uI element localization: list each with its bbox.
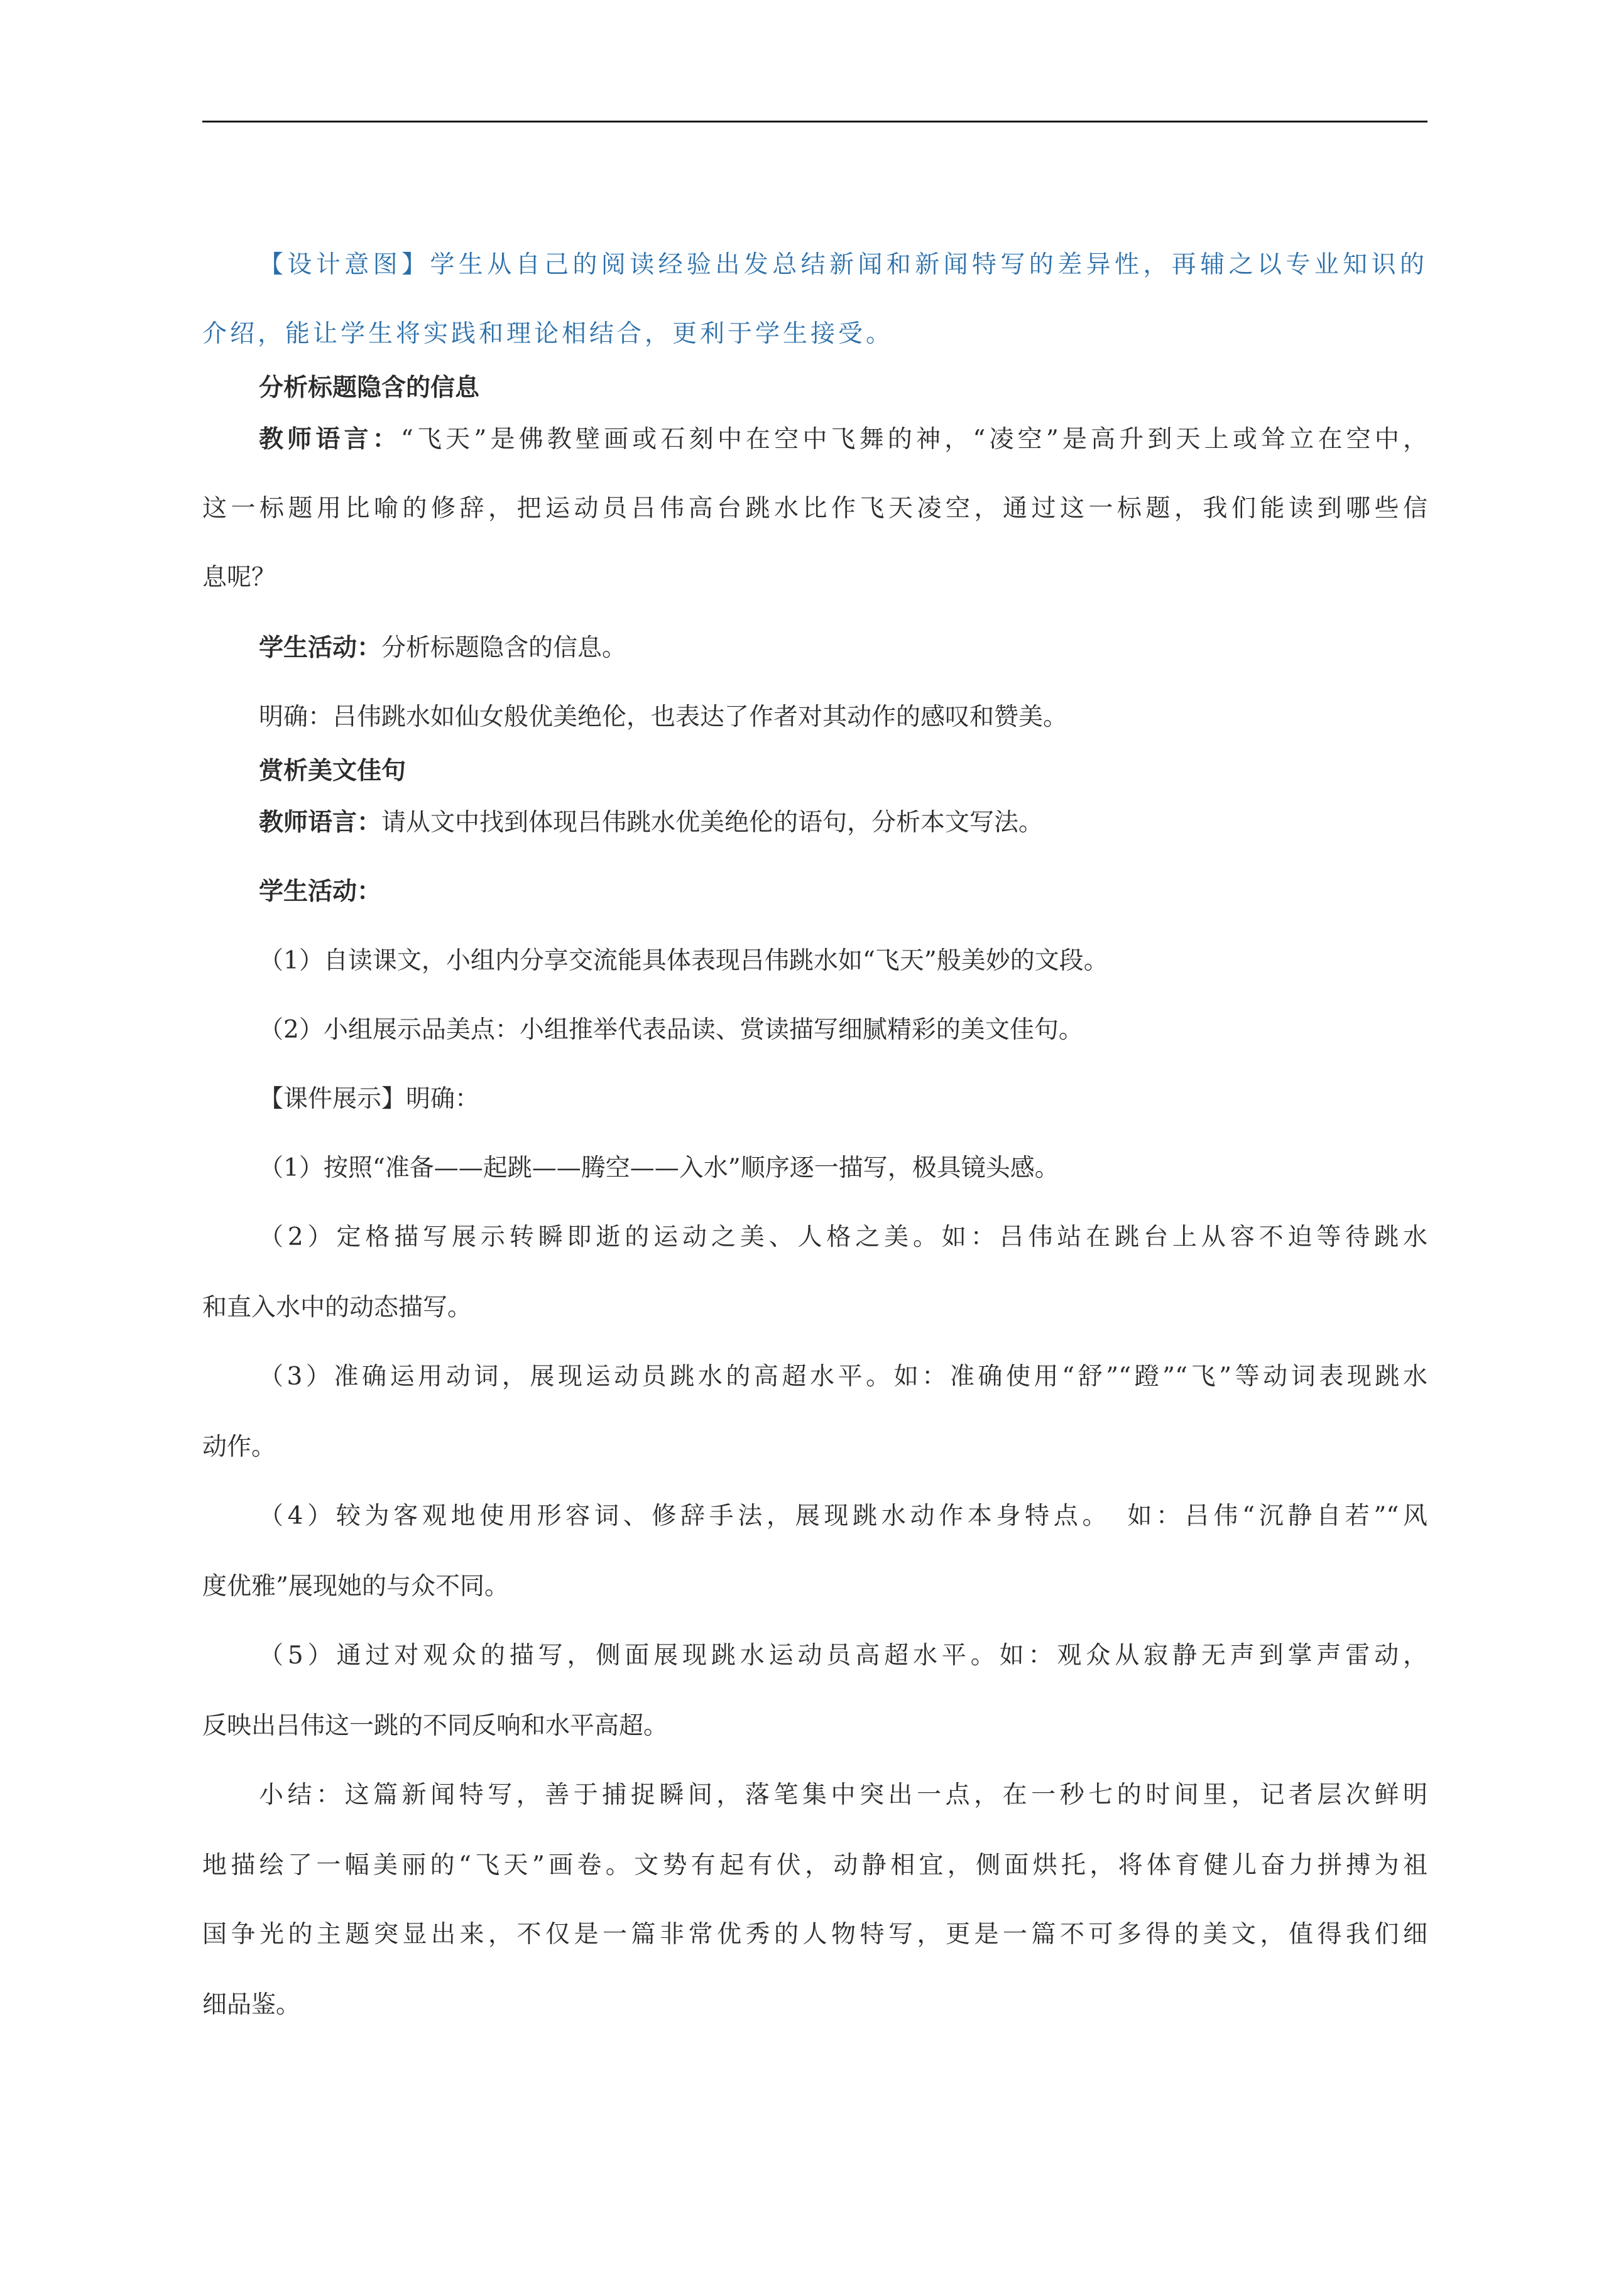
- teacher-speech-text: 请从文中找到体现吕伟跳水优美绝伦的语句，分析本文写法。: [381, 808, 1044, 837]
- courseware-display: 【课件展示】明确：: [259, 1085, 480, 1113]
- teacher-label: 教师语言：: [259, 425, 401, 454]
- summary-line-1: 小结：这篇新闻特写，善于捕捉瞬间，落笔集中突出一点，在一秒七的时间里，记者层次鲜明: [259, 1781, 1427, 1809]
- student-activity-1: [259, 629, 626, 667]
- design-intent-line-2: 介绍，能让学生将实践和理论相结合，更利于学生接受。: [202, 320, 894, 348]
- summary-line-4: 细品鉴。: [202, 1991, 301, 2019]
- point-1: （1）按照“准备——起跳——腾空——入水”顺序逐一描写，极具镜头感。: [259, 1154, 1059, 1182]
- point-5-line-1: （5）通过对观众的描写，侧面展现跳水运动员高超水平。如：观众从寂静无声到掌声雷动，: [259, 1641, 1427, 1670]
- teacher-speech-1-line-3: 息呢？: [202, 563, 276, 592]
- design-intent-line-1: 【设计意图】学生从自己的阅读经验出发总结新闻和新闻特写的差异性，再辅之以专业知识的: [259, 251, 1427, 279]
- heading-title-analysis: 分析标题隐含的信息: [259, 374, 480, 402]
- heading-appreciate-sentences: 赏析美文佳句: [259, 757, 407, 785]
- point-2-line-2: 和直入水中的动态描写。: [202, 1293, 472, 1322]
- student-activity-text: 分析标题隐含的信息。: [381, 634, 627, 662]
- teacher-speech-2: [259, 804, 1043, 842]
- teacher-speech-1-line-1: [259, 421, 1427, 459]
- point-2-line-1: （2）定格描写展示转瞬即逝的运动之美、人格之美。如：吕伟站在跳台上从容不迫等待跳水: [259, 1223, 1427, 1251]
- point-4-line-1: （4）较为客观地使用形容词、修辞手法，展现跳水动作本身特点。 如：吕伟“沉静自若”“风: [259, 1502, 1427, 1530]
- activity-item-1: （1）自读课文，小组内分享交流能具体表现吕伟跳水如“飞天”般美妙的文段。: [259, 947, 1108, 975]
- point-3-line-1: （3）准确运用动词，展现运动员跳水的高超水平。如：准确使用“舒”“蹬”“飞”等动词表现跳水: [259, 1363, 1427, 1391]
- teacher-label: 教师语言：: [259, 808, 382, 837]
- summary-line-3: 国争光的主题突显出来，不仅是一篇非常优秀的人物特写，更是一篇不可多得的美文，值得我们细: [202, 1920, 1427, 1949]
- student-activity-2-label: 学生活动：: [259, 878, 382, 906]
- point-3-line-2: 动作。: [202, 1433, 276, 1461]
- clarify-1: 明确：吕伟跳水如仙女般优美绝伦，也表达了作者对其动作的感叹和赞美。: [259, 703, 1068, 731]
- point-4-line-2: 度优雅”展现她的与众不同。: [202, 1572, 509, 1601]
- teacher-speech-1-line-2: 这一标题用比喻的修辞，把运动员吕伟高台跳水比作飞天凌空，通过这一标题，我们能读到哪些信: [202, 494, 1427, 523]
- teacher-speech-text: “飞天”是佛教壁画或石刻中在空中飞舞的神，“凌空”是高升到天上或耸立在空中，: [400, 425, 1427, 454]
- header-rule: [202, 121, 1427, 122]
- activity-item-2: （2）小组展示品美点：小组推举代表品读、赏读描写细腻精彩的美文佳句。: [259, 1016, 1083, 1044]
- summary-line-2: 地描绘了一幅美丽的“飞天”画卷。文势有起有伏，动静相宜，侧面烘托，将体育健儿奋力拼搏为祖: [202, 1851, 1427, 1880]
- point-5-line-2: 反映出吕伟这一跳的不同反响和水平高超。: [202, 1712, 669, 1740]
- student-label: 学生活动：: [259, 634, 382, 662]
